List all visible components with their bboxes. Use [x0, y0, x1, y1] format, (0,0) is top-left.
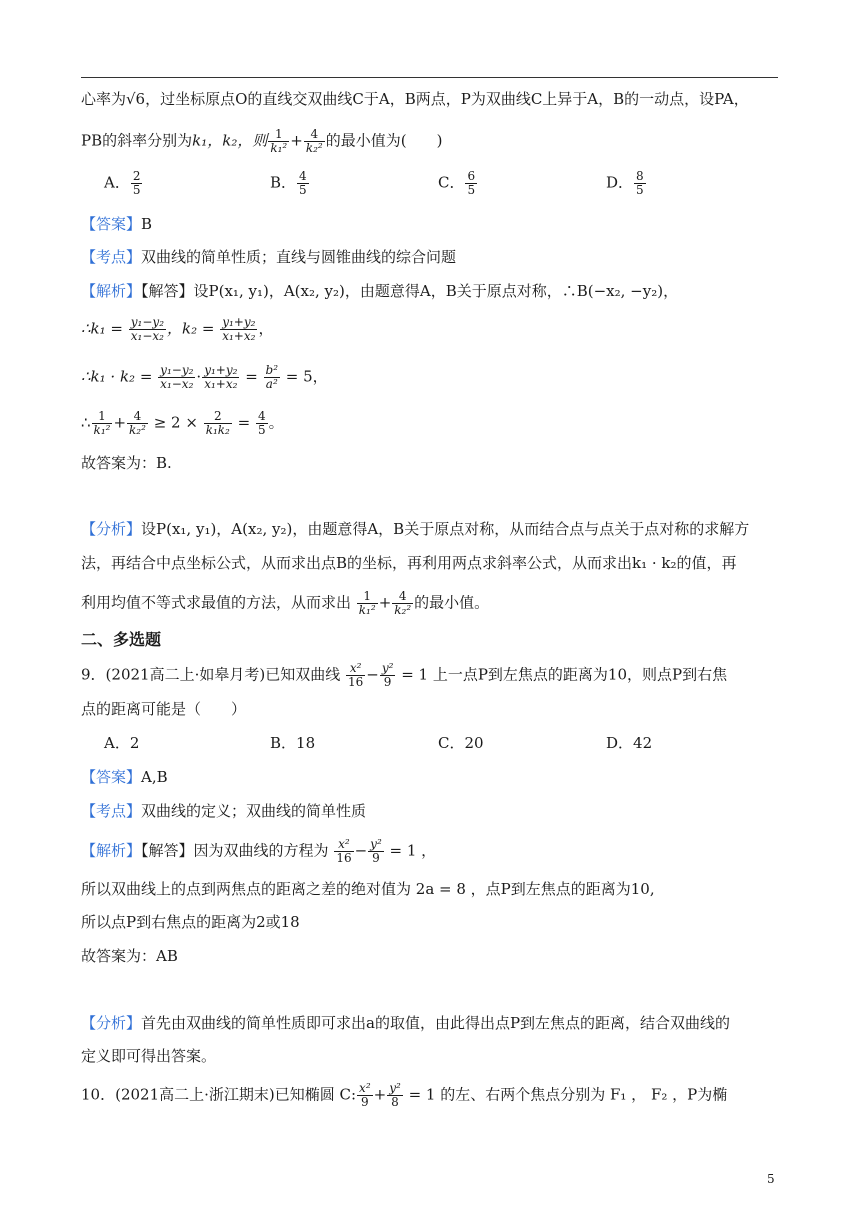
q9-option-d: D．42: [606, 734, 653, 752]
q9-line2: 所以双曲线上的点到两焦点的距离之差的绝对值为 2a = 8 ，点P到左焦点的距离为10,: [81, 880, 655, 898]
q9-option-a: A．2: [104, 734, 140, 752]
section-title: 二、多选题: [81, 630, 162, 649]
q9-answer: 【答案】A,B: [81, 768, 168, 786]
q8-frac-1-k1sq: $\frac{1}{\text{k₁²}}$: [270, 127, 288, 155]
q8-step2: ∴k₁ · k₂ = $\frac{\text{y₁−y₂}}{\text{x₁−x₂}}$ · $\frac{\text{y₁+y₂}}{\text{x₁+x₂}}$ = $\frac{\text{b²}}{\text{a²}}$ = 5，: [81, 363, 328, 391]
q9-final: 故答案为：AB: [81, 947, 178, 965]
q8-step1: ∴k₁ = $\frac{\text{y₁−y₂}}{\text{x₁−x₂}}$ ，k₂ = $\frac{\text{y₁+y₂}}{\text{x₁+x₂}}$ ，: [81, 315, 274, 343]
header-rule: [81, 77, 778, 78]
q8-fenxi-line1: 【分析】设P(x₁, y₁)，A(x₂, y₂)，由题意得A，B关于原点对称，从而结合点与点关于点对称的求解方: [81, 520, 750, 538]
q8-fenxi-line2: 法，再结合中点坐标公式，从而求出点B的坐标，再利用两点求斜率公式，从而求出k₁ · k₂的值，再: [81, 554, 737, 572]
q8-fenxi-line3: 利用均值不等式求最值的方法，从而求出 $\frac{1}{\text{k₁²}}$ + $\frac{4}{\text{k₂²}}$ 的最小值。: [81, 589, 490, 617]
page-number: 5: [767, 1172, 775, 1186]
q9-line3: 所以点P到右焦点的距离为2或18: [81, 913, 300, 931]
q8-option-d: D． $\frac{8}{5}$: [606, 169, 644, 197]
q8-stem-line1: 心率为√6，过坐标原点O的直线交双曲线C于A，B两点，P为双曲线C上异于A，B的一动点，设PA，: [81, 90, 749, 108]
q9-stem-line1: 9．(2021高二上·如皋月考)已知双曲线 $\frac{\text{x²}}{16}$ − $\frac{\text{y²}}{9}$ = 1 上一点P到左焦点的距离为10，则点P到右焦: [81, 661, 728, 689]
q8-answer: 【答案】B: [81, 215, 153, 233]
q8-jiexi: 【解析】【解答】设P(x₁, y₁)，A(x₂, y₂)，由题意得A，B关于原点对称，∴B(−x₂, −y₂)，: [81, 282, 679, 300]
q8-step3: ∴ $\frac{1}{\text{k₁²}}$ + $\frac{4}{\text{k₂²}}$ ≥ 2 × $\frac{2}{\text{k₁k₂}}$ = $\frac{4}{5}$ 。: [81, 409, 284, 437]
q8-stem-line2: PB的斜率分别为k₁，k₂，则 $\frac{1}{\text{k₁²}}$ + $\frac{4}{\text{k₂²}}$ 的最小值为( ): [81, 127, 443, 155]
q8-frac-4-k2sq: $\frac{4}{\text{k₂²}}$: [305, 127, 323, 155]
q9-stem-line2: 点的距离可能是（ ）: [81, 700, 247, 718]
q9-fenxi-line2: 定义即可得出答案。: [81, 1047, 217, 1065]
q10-stem: 10．(2021高二上·浙江期末)已知椭圆 C: $\frac{\text{x²}}{9}$ + $\frac{\text{y²}}{8}$ = 1 的左、右两个焦点分别为 F₁ ， F₂ ，P为椭: [81, 1081, 728, 1109]
q8-final: 故答案为：B.: [81, 454, 172, 472]
q8-option-b: B． $\frac{4}{5}$: [270, 169, 307, 197]
q8-kaodian: 【考点】双曲线的简单性质；直线与圆锥曲线的综合问题: [81, 248, 457, 266]
q8-option-c: C． $\frac{6}{5}$: [438, 169, 476, 197]
q8-option-a: A． $\frac{2}{5}$: [104, 169, 141, 197]
q9-option-c: C．20: [438, 734, 484, 752]
q9-kaodian: 【考点】双曲线的定义；双曲线的简单性质: [81, 802, 367, 820]
q9-jiexi: 【解析】【解答】因为双曲线的方程为 $\frac{\text{x²}}{16}$ − $\frac{\text{y²}}{9}$ = 1 ，: [81, 837, 437, 865]
q9-option-b: B．18: [270, 734, 316, 752]
q9-fenxi-line1: 【分析】首先由双曲线的简单性质即可求出a的取值，由此得出点P到左焦点的距离，结合双曲线的: [81, 1014, 731, 1032]
